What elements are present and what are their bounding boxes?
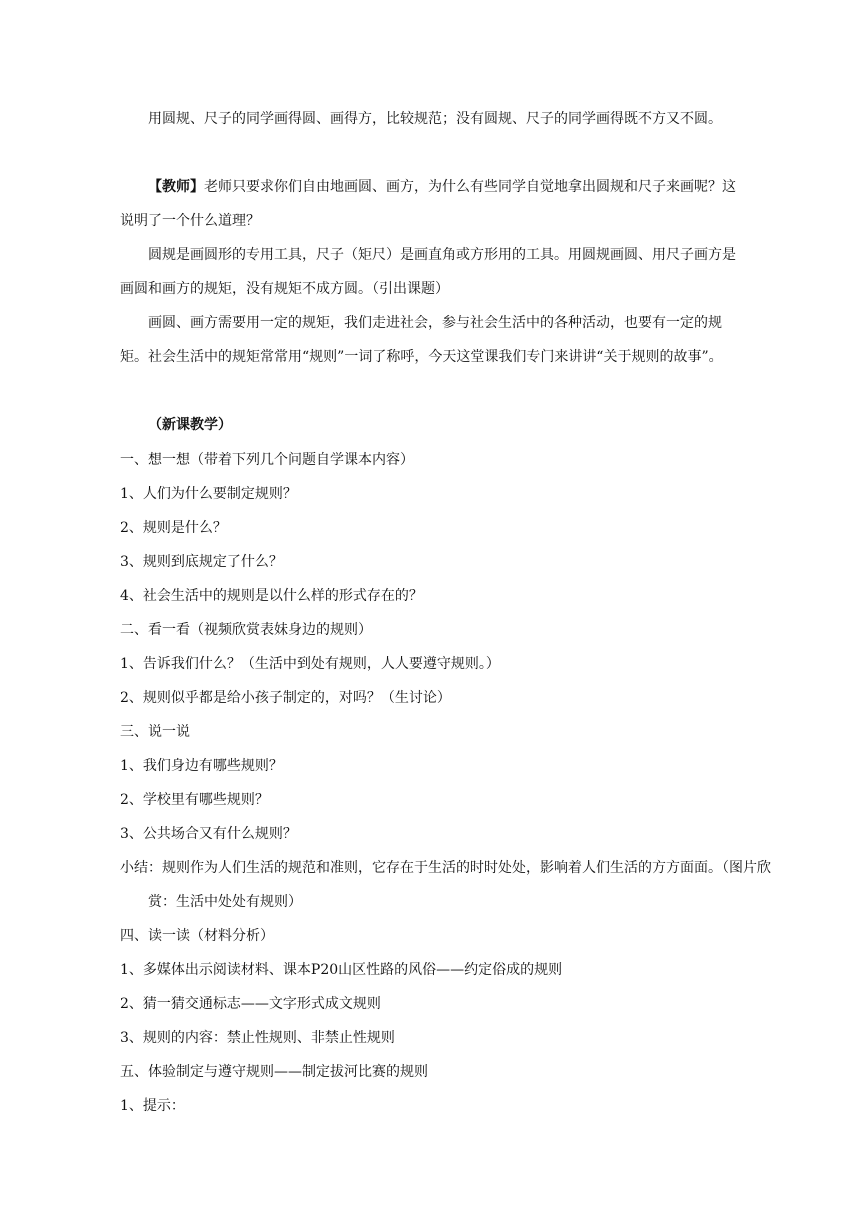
section-heading-new-lesson: （新课教学） <box>148 417 232 433</box>
teacher-question-text: 老师只要求你们自由地画圆、画方，为什么有些同学自觉地拿出圆规和尺子来画呢？这说明了一个什么道理？ <box>120 179 736 229</box>
paragraph-teacher-question <box>120 170 746 238</box>
list-item: 2、规则是什么？ <box>120 520 227 536</box>
paragraph-compass-explanation: 圆规是画圆形的专用工具，尺子（矩尺）是画直角或方形用的工具。用圆规画圆、用尺子画方是画圆和画方的规矩，没有规矩不成方圆。（引出课题） <box>120 247 736 297</box>
heading-watch: 二、看一看（视频欣赏表妹身边的规则） <box>120 622 372 638</box>
list-item: 2、规则似乎都是给小孩子制定的，对吗？（生讨论） <box>120 690 451 706</box>
heading-read: 四、读一读（材料分析） <box>120 928 274 944</box>
list-item: 3、规则的内容：禁止性规则、非禁止性规则 <box>120 1030 395 1046</box>
list-item: 1、我们身边有哪些规则？ <box>120 758 283 774</box>
paragraph-compass-ruler: 用圆规、尺子的同学画得圆、画得方，比较规范；没有圆规、尺子的同学画得既不方又不圆。 <box>148 111 722 127</box>
list-item: 3、公共场合又有什么规则？ <box>120 826 297 842</box>
heading-say: 三、说一说 <box>120 724 190 740</box>
heading-experience: 五、体验制定与遵守规则——制定拔河比赛的规则 <box>120 1064 428 1080</box>
summary-paragraph: 小结：规则作为人们生活的规范和准则，它存在于生活的时时处处，影响着人们生活的方方面面。（图片欣赏：生活中处处有规则） <box>120 860 771 910</box>
list-item: 3、规则到底规定了什么？ <box>120 554 283 570</box>
list-item: 2、猜一猜交通标志——文字形式成文规则 <box>120 996 381 1012</box>
list-item: 1、多媒体出示阅读材料、课本P20山区性路的风俗——约定俗成的规则 <box>120 962 563 978</box>
paragraph-introduction: 画圆、画方需要用一定的规矩，我们走进社会，参与社会生活中的各种活动，也要有一定的规矩。社会生活中的规矩常常用“规则”一词了称呼，今天这堂课我们专门来讲讲“关于规则的故事”。 <box>120 315 723 365</box>
teacher-label: 【教师】 <box>148 179 204 195</box>
list-item: 4、社会生活中的规则是以什么样的形式存在的？ <box>120 588 423 604</box>
heading-think: 一、想一想（带着下列几个问题自学课本内容） <box>120 452 414 468</box>
list-item: 2、学校里有哪些规则？ <box>120 792 269 808</box>
list-item: 1、人们为什么要制定规则？ <box>120 486 297 502</box>
list-item: 1、告诉我们什么？（生活中到处有规则，人人要遵守规则。） <box>120 656 500 672</box>
list-item: 1、提示： <box>120 1098 185 1114</box>
